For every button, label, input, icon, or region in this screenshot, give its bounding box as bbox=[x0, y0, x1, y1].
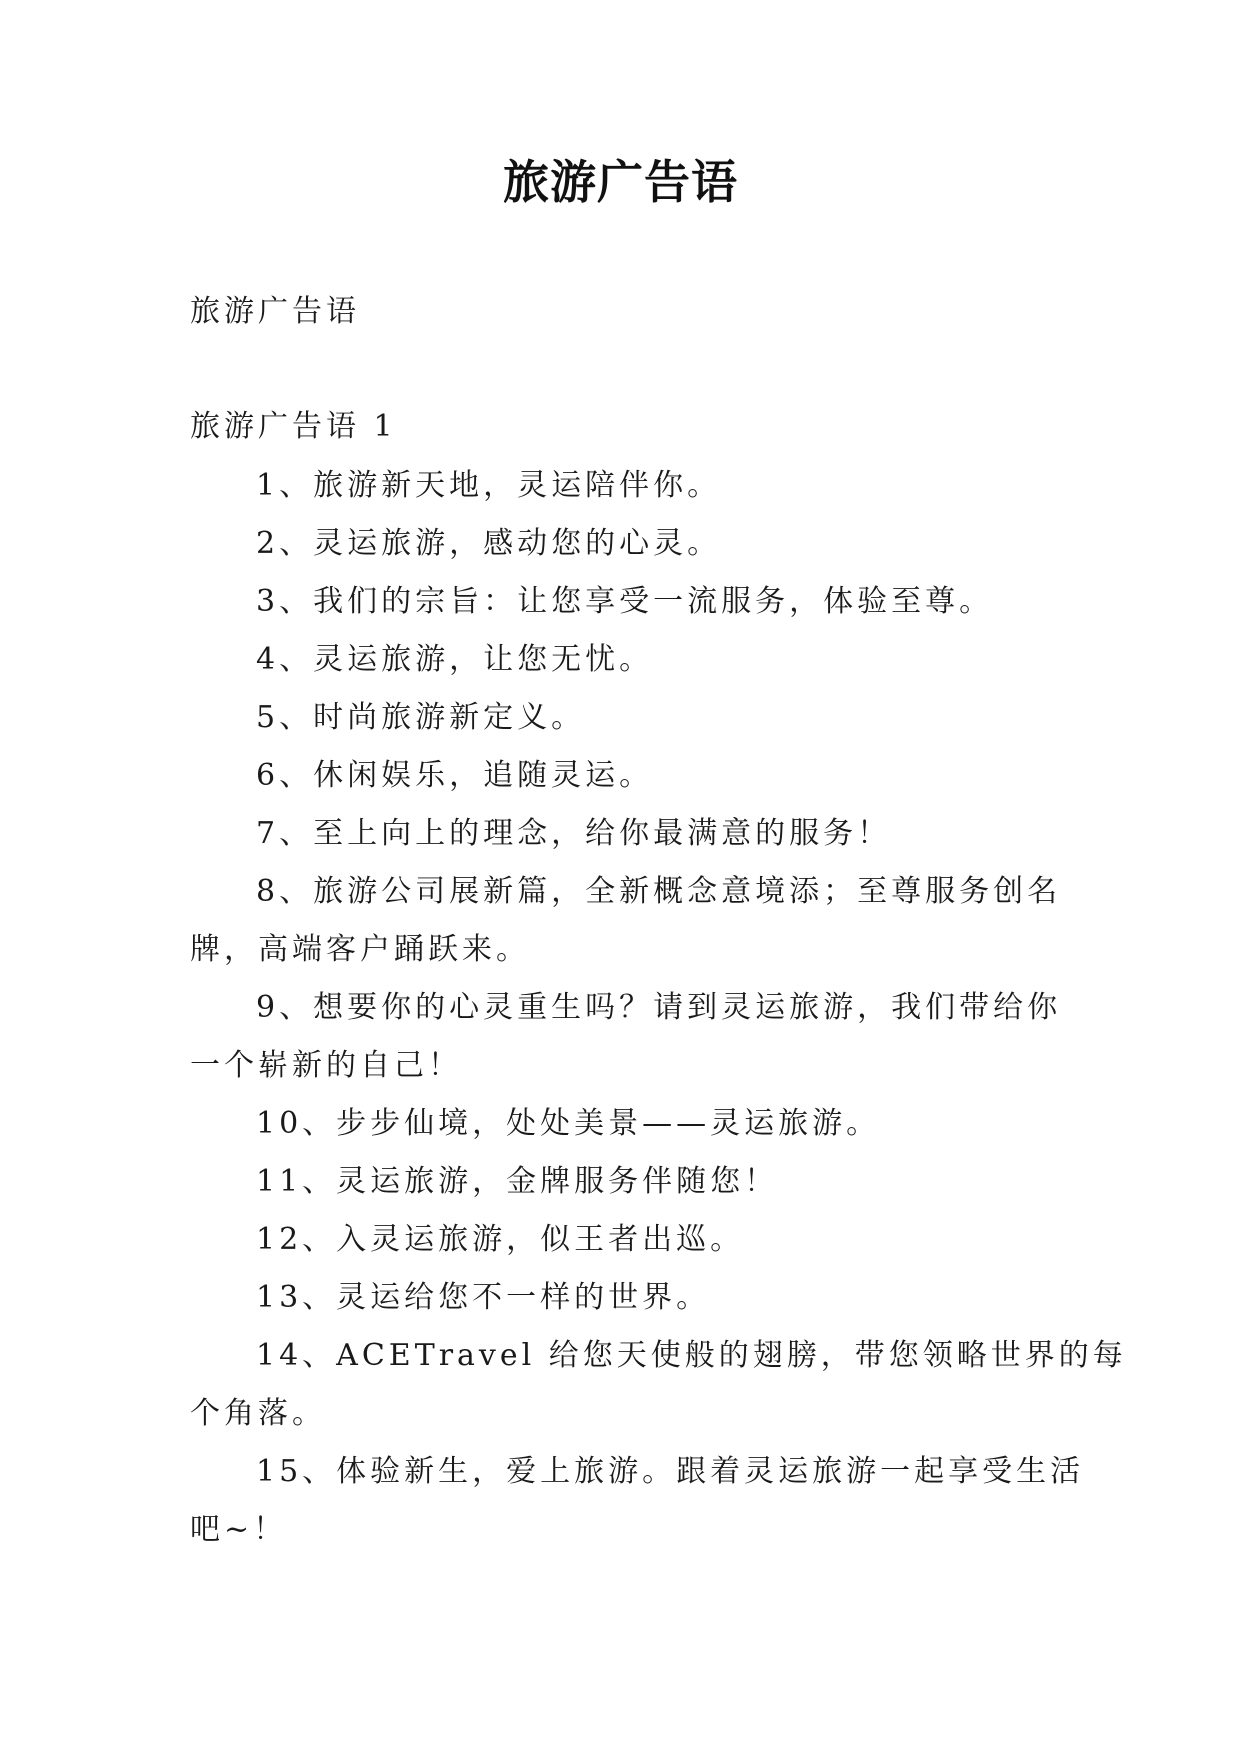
paragraph-line: 4、灵运旅游，让您无忧。 bbox=[256, 642, 654, 677]
paragraph-line: 10、步步仙境，处处美景——灵运旅游。 bbox=[256, 1106, 881, 1141]
paragraph-line: 8、旅游公司展新篇，全新概念意境添；至尊服务创名 bbox=[256, 874, 1062, 909]
paragraph-line: 13、灵运给您不一样的世界。 bbox=[256, 1280, 711, 1315]
paragraph-line: 9、想要你的心灵重生吗？请到灵运旅游，我们带给你 bbox=[256, 990, 1062, 1025]
paragraph-line: 1、旅游新天地，灵运陪伴你。 bbox=[256, 468, 722, 503]
paragraph-line: 15、体验新生，爱上旅游。跟着灵运旅游一起享受生活 bbox=[256, 1454, 1085, 1489]
paragraph-continuation: 一个崭新的自己！ bbox=[190, 1048, 462, 1083]
paragraph-line: 7、至上向上的理念，给你最满意的服务！ bbox=[256, 816, 892, 851]
paragraph-continuation: 个角落。 bbox=[190, 1396, 326, 1431]
paragraph-line: 6、休闲娱乐，追随灵运。 bbox=[256, 758, 654, 793]
paragraph-continuation: 牌，高端客户踊跃来。 bbox=[190, 932, 530, 967]
document-heading: 旅游广告语 bbox=[190, 294, 360, 329]
paragraph-line: 3、我们的宗旨：让您享受一流服务，体验至尊。 bbox=[256, 584, 994, 619]
section-heading: 旅游广告语 1 bbox=[190, 409, 397, 444]
paragraph-line: 12、入灵运旅游，似王者出巡。 bbox=[256, 1222, 745, 1257]
paragraph-line: 14、ACETravel 给您天使般的翅膀，带您领略世界的每 bbox=[256, 1338, 1127, 1373]
paragraph-line: 2、灵运旅游，感动您的心灵。 bbox=[256, 526, 722, 561]
paragraph-line: 5、时尚旅游新定义。 bbox=[256, 700, 586, 735]
paragraph-line: 11、灵运旅游，金牌服务伴随您！ bbox=[256, 1164, 779, 1199]
document-title: 旅游广告语 bbox=[503, 155, 738, 209]
paragraph-continuation: 吧~！ bbox=[190, 1512, 288, 1547]
